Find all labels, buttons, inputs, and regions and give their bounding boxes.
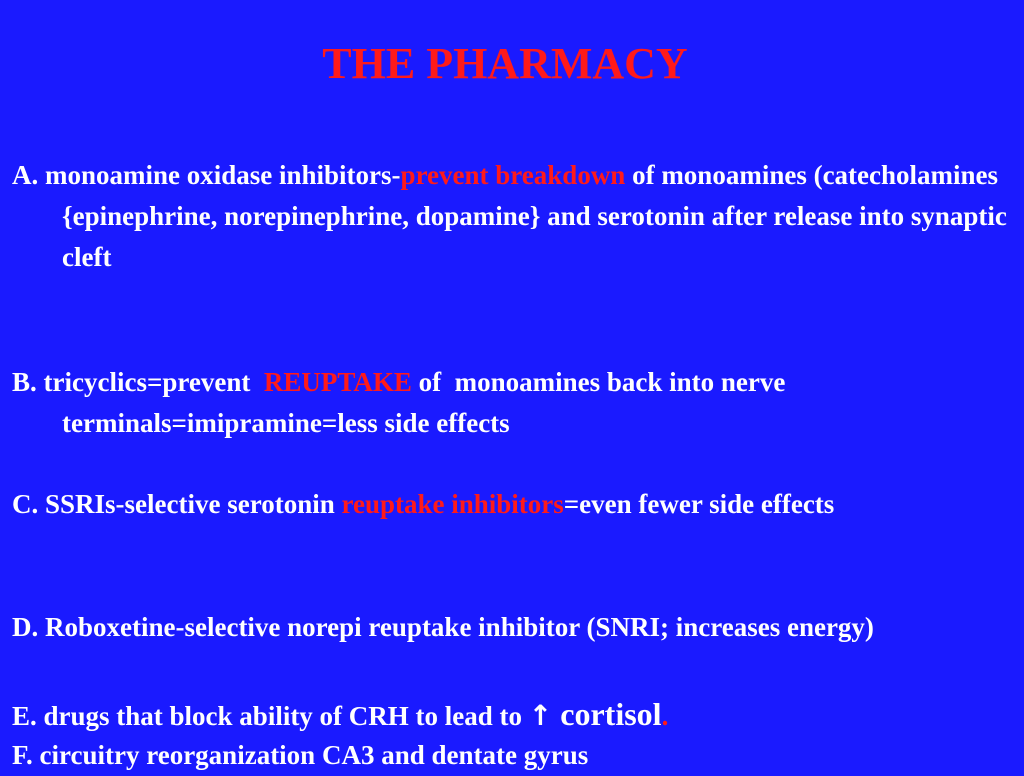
- list-item-c: [12, 484, 1024, 525]
- item-f-text: F. circuitry reorganization CA3 and dentate gyrus: [12, 740, 589, 770]
- item-c-text: C. SSRIs-selective serotonin: [12, 489, 342, 519]
- list-item-e: [12, 694, 1024, 737]
- item-c-text-continued: =even fewer side effects: [563, 489, 835, 519]
- list-item-d: [12, 607, 1024, 648]
- item-a-highlight: prevent breakdown: [400, 160, 626, 190]
- item-b-text: B. tricyclics=prevent: [12, 367, 264, 397]
- list-item-f: [12, 735, 1024, 776]
- list-item-a: [12, 155, 1024, 278]
- item-d-text: D. Roboxetine-selective norepi reuptake inhibitor (SNRI; increases energy): [12, 612, 874, 642]
- item-b-text-continued: of monoamines back into nerve terminals=imipramine=less side effects: [62, 367, 793, 438]
- slide-title: THE PHARMACY: [322, 39, 688, 88]
- item-c-highlight: reuptake inhibitors: [341, 489, 564, 519]
- item-e-text: E. drugs that block ability of CRH to lead to: [12, 701, 529, 731]
- item-b-highlight: REUPTAKE: [263, 367, 412, 397]
- up-arrow-icon: ↑: [528, 699, 553, 732]
- item-a-text: A. monoamine oxidase inhibitors-: [12, 160, 401, 190]
- list-item-b: [12, 362, 1024, 444]
- item-e-period: .: [661, 701, 669, 731]
- item-e-cortisol: cortisol: [552, 696, 662, 732]
- item-a-text-continued: of monoamines (catecholamines {epinephrine, norepinephrine, dopamine} and serotonin after release into synaptic cleft: [62, 160, 1007, 272]
